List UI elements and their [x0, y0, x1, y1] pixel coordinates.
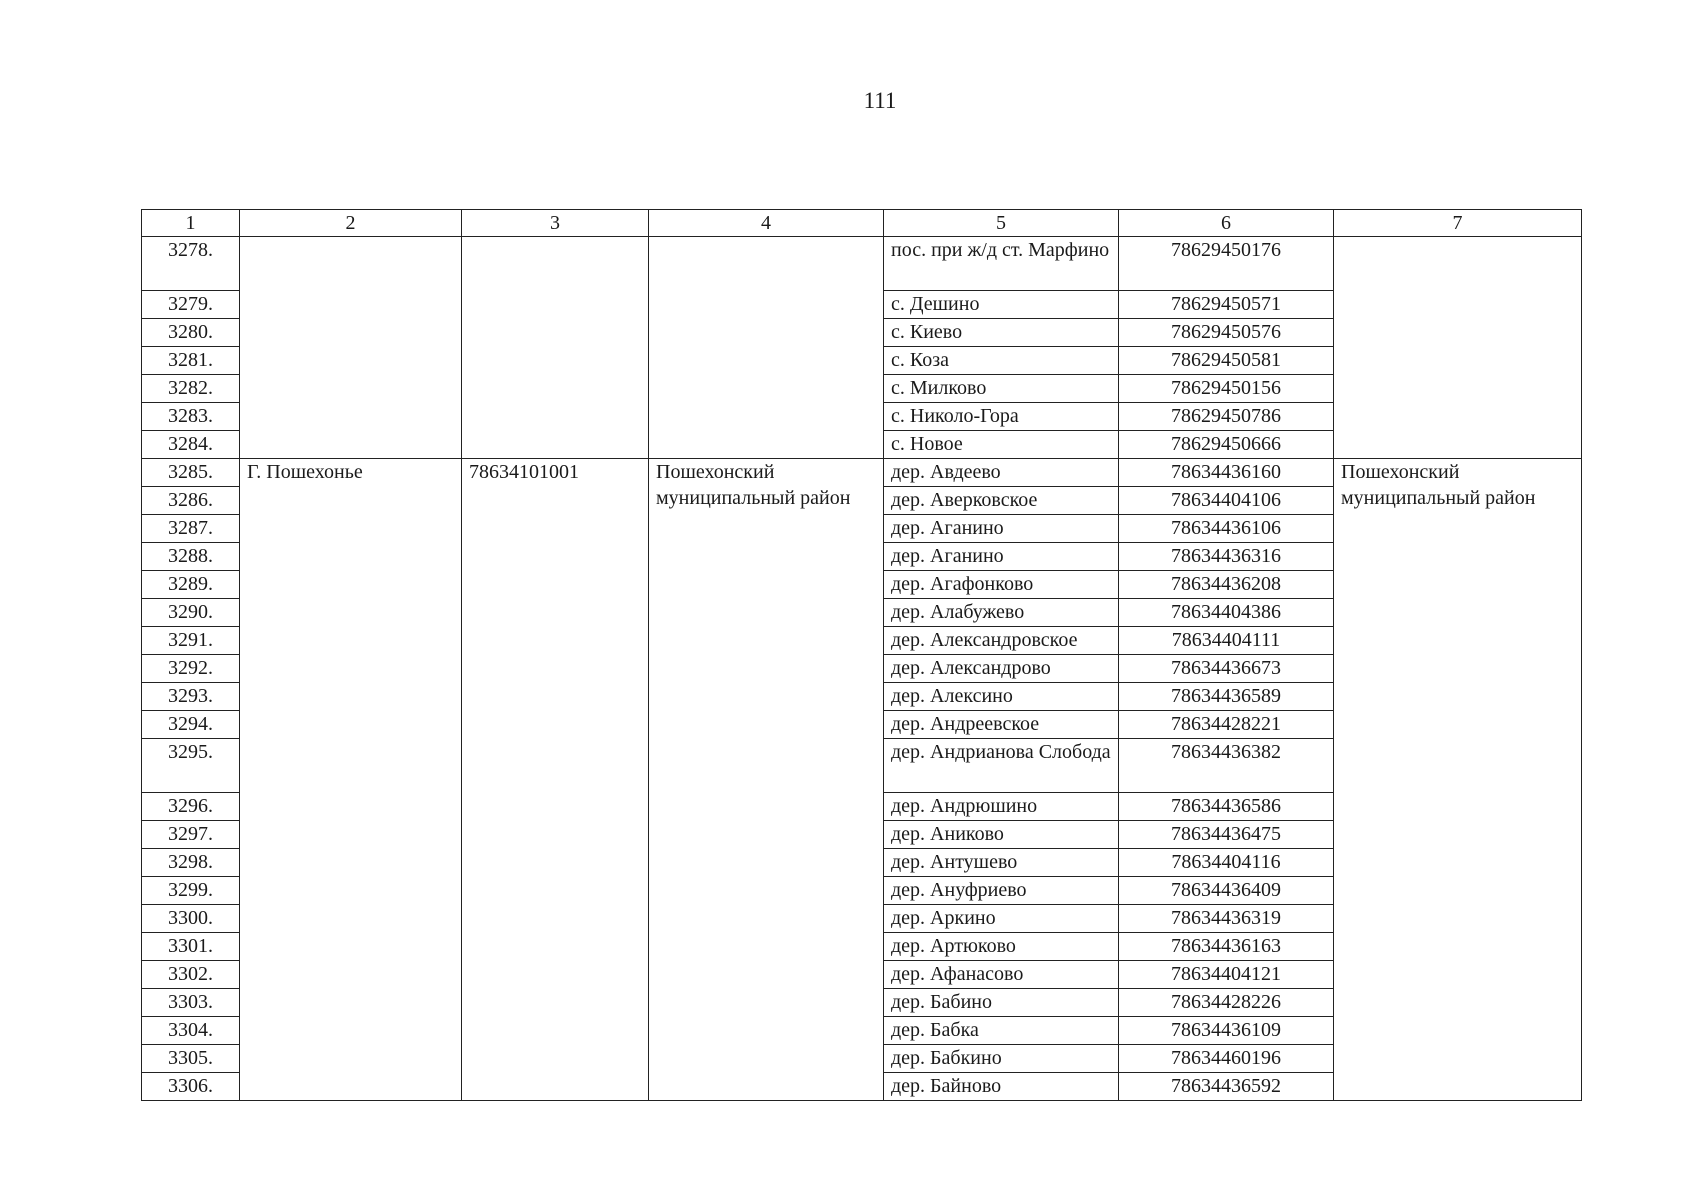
locality-code: 78634436409	[1119, 877, 1334, 905]
locality-name: пос. при ж/д ст. Марфино	[884, 237, 1119, 291]
table-row	[142, 237, 1582, 291]
locality-name: дер. Бабкино	[884, 1045, 1119, 1073]
row-number: 3292.	[142, 655, 240, 683]
locality-code: 78634436586	[1119, 793, 1334, 821]
row-number: 3296.	[142, 793, 240, 821]
locality-name: дер. Байново	[884, 1073, 1119, 1101]
row-number: 3297.	[142, 821, 240, 849]
locality-name: дер. Аниково	[884, 821, 1119, 849]
locality-name: с. Коза	[884, 347, 1119, 375]
locality-code: 78629450571	[1119, 291, 1334, 319]
row-number: 3293.	[142, 683, 240, 711]
locality-name: дер. Антушево	[884, 849, 1119, 877]
locality-name: с. Дешино	[884, 291, 1119, 319]
row-number: 3299.	[142, 877, 240, 905]
locality-name: дер. Андрюшино	[884, 793, 1119, 821]
oktmo-code-cell: 78634101001	[462, 459, 649, 1101]
locality-code: 78634436106	[1119, 515, 1334, 543]
locality-code: 78634404116	[1119, 849, 1334, 877]
locality-name: дер. Андреевское	[884, 711, 1119, 739]
row-number: 3288.	[142, 543, 240, 571]
table-row	[142, 459, 1582, 487]
column-header: 3	[462, 210, 649, 237]
table-body	[142, 237, 1582, 1101]
locality-code: 78634404106	[1119, 487, 1334, 515]
locality-code: 78634428226	[1119, 989, 1334, 1017]
locality-code: 78634436673	[1119, 655, 1334, 683]
page-number: 111	[863, 88, 897, 113]
locality-name: дер. Аркино	[884, 905, 1119, 933]
row-number: 3279.	[142, 291, 240, 319]
locality-code: 78629450576	[1119, 319, 1334, 347]
row-number: 3282.	[142, 375, 240, 403]
settlements-table	[141, 209, 1582, 1101]
column-header: 4	[649, 210, 884, 237]
row-number: 3281.	[142, 347, 240, 375]
column-header: 6	[1119, 210, 1334, 237]
locality-name: дер. Александровское	[884, 627, 1119, 655]
locality-name: дер. Агафонково	[884, 571, 1119, 599]
row-number: 3305.	[142, 1045, 240, 1073]
row-number: 3301.	[142, 933, 240, 961]
settlement-cell: Г. Пошехонье	[240, 459, 462, 1101]
locality-name: с. Милково	[884, 375, 1119, 403]
locality-code: 78634436592	[1119, 1073, 1334, 1101]
row-number: 3291.	[142, 627, 240, 655]
locality-code: 78629450156	[1119, 375, 1334, 403]
locality-code: 78629450176	[1119, 237, 1334, 291]
row-number: 3290.	[142, 599, 240, 627]
row-number: 3306.	[142, 1073, 240, 1101]
locality-code: 78629450666	[1119, 431, 1334, 459]
column-header: 2	[240, 210, 462, 237]
locality-name: дер. Андрианова Слобода	[884, 739, 1119, 793]
locality-code: 78634436160	[1119, 459, 1334, 487]
locality-name: дер. Ануфриево	[884, 877, 1119, 905]
locality-name: дер. Алексино	[884, 683, 1119, 711]
row-number: 3304.	[142, 1017, 240, 1045]
locality-name: дер. Александрово	[884, 655, 1119, 683]
district-cell	[649, 237, 884, 459]
locality-code: 78634436208	[1119, 571, 1334, 599]
locality-code: 78634404121	[1119, 961, 1334, 989]
locality-code: 78629450581	[1119, 347, 1334, 375]
locality-name: дер. Афанасово	[884, 961, 1119, 989]
locality-code: 78629450786	[1119, 403, 1334, 431]
locality-code: 78634436589	[1119, 683, 1334, 711]
district-name-cell: Пошехонский муниципальный район	[1334, 459, 1582, 1101]
locality-code: 78634436109	[1119, 1017, 1334, 1045]
locality-code: 78634436319	[1119, 905, 1334, 933]
row-number: 3278.	[142, 237, 240, 291]
row-number: 3284.	[142, 431, 240, 459]
locality-code: 78634436316	[1119, 543, 1334, 571]
district-cell: Пошехонский муниципальный район	[649, 459, 884, 1101]
column-header: 1	[142, 210, 240, 237]
column-number-row	[142, 210, 1582, 237]
locality-code: 78634404386	[1119, 599, 1334, 627]
locality-name: дер. Аганино	[884, 515, 1119, 543]
locality-code: 78634436163	[1119, 933, 1334, 961]
locality-code: 78634436382	[1119, 739, 1334, 793]
column-header: 7	[1334, 210, 1582, 237]
locality-name: дер. Аверковское	[884, 487, 1119, 515]
row-number: 3302.	[142, 961, 240, 989]
oktmo-code-cell	[462, 237, 649, 459]
row-number: 3286.	[142, 487, 240, 515]
district-name-cell	[1334, 237, 1582, 459]
row-number: 3289.	[142, 571, 240, 599]
row-number: 3298.	[142, 849, 240, 877]
locality-name: дер. Авдеево	[884, 459, 1119, 487]
locality-name: дер. Алабужево	[884, 599, 1119, 627]
locality-name: дер. Аганино	[884, 543, 1119, 571]
row-number: 3294.	[142, 711, 240, 739]
row-number: 3287.	[142, 515, 240, 543]
row-number: 3300.	[142, 905, 240, 933]
locality-code: 78634428221	[1119, 711, 1334, 739]
locality-name: с. Киево	[884, 319, 1119, 347]
locality-name: дер. Артюково	[884, 933, 1119, 961]
locality-code: 78634404111	[1119, 627, 1334, 655]
row-number: 3295.	[142, 739, 240, 793]
locality-name: дер. Бабка	[884, 1017, 1119, 1045]
locality-name: с. Новое	[884, 431, 1119, 459]
row-number: 3303.	[142, 989, 240, 1017]
settlement-cell	[240, 237, 462, 459]
row-number: 3283.	[142, 403, 240, 431]
locality-code: 78634436475	[1119, 821, 1334, 849]
locality-name: с. Николо-Гора	[884, 403, 1119, 431]
row-number: 3285.	[142, 459, 240, 487]
column-header: 5	[884, 210, 1119, 237]
locality-code: 78634460196	[1119, 1045, 1334, 1073]
row-number: 3280.	[142, 319, 240, 347]
locality-name: дер. Бабино	[884, 989, 1119, 1017]
